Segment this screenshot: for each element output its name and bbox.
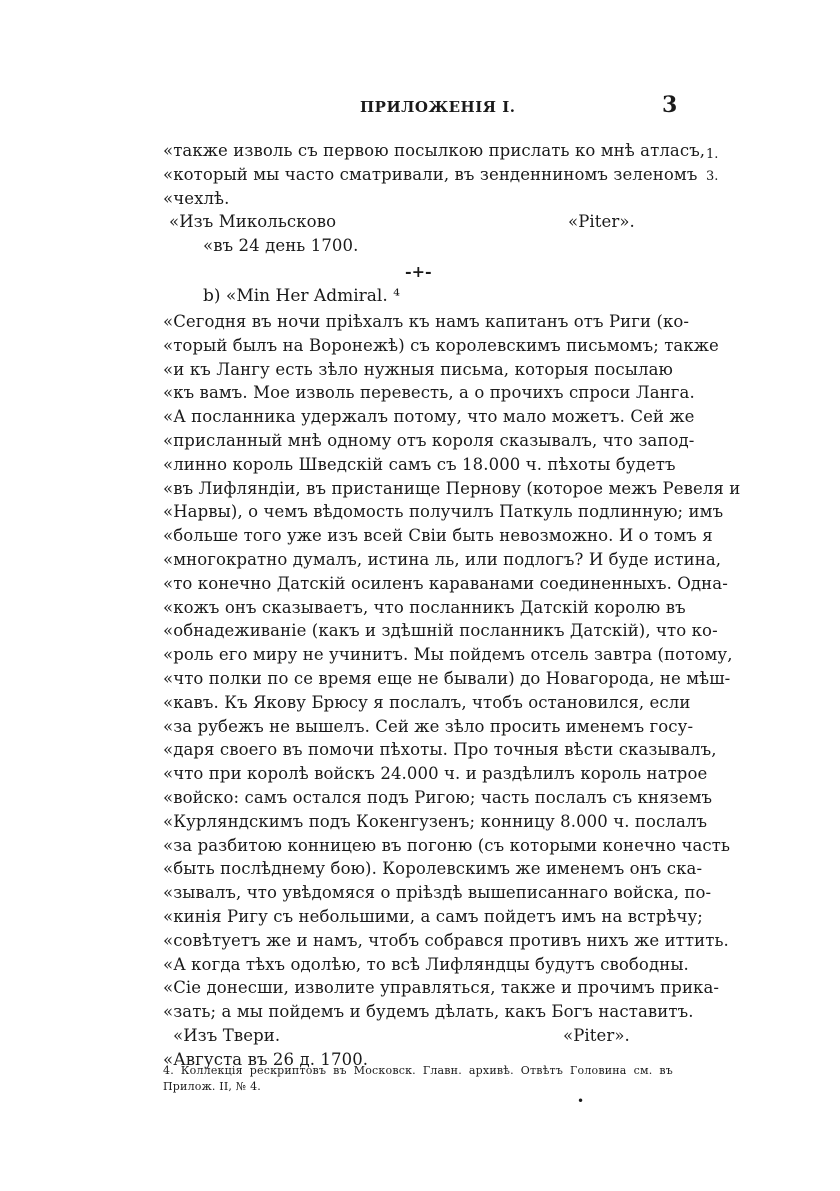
text-line: «торый былъ на Воронежѣ) съ королевскимъ письмомъ; также <box>163 335 719 355</box>
letter-a-place: «Изъ Микольсково <box>169 212 337 232</box>
text-line: «А когда тѣхъ одолѣю, то всѣ Лифляндцы будутъ свободны. <box>163 954 689 974</box>
text-line: «войско: самъ остался подъ Ригою; часть послалъ съ княземъ <box>163 787 713 807</box>
text-line: «линно король Шведскій самъ съ 18.000 ч. пѣхоты будетъ <box>163 454 676 474</box>
text-line: «Сегодня въ ночи пріѣхалъ къ намъ капитанъ отъ Риги (ко- <box>163 312 690 331</box>
text-line: «кинія Ригу съ небольшими, а самъ пойдетъ имъ на встрѣчу; <box>163 906 703 926</box>
footnote-line: 4. Коллекція рескриптовъ въ Московск. Главн. архивѣ. Отвѣтъ Головина см. въ <box>163 1064 673 1077</box>
text-line: «кожъ онъ сказываетъ, что посланникъ Датскій королю въ <box>163 597 686 617</box>
section-separator: -+- <box>405 262 432 281</box>
letter-a <box>163 141 706 260</box>
text-line: «то конечно Датскій осиленъ караванами соединенныхъ. Одна- <box>163 573 728 593</box>
text-line: «кавъ. Къ Якову Брюсу я послалъ, чтобъ остановился, если <box>163 692 691 712</box>
page-mark: • <box>577 1094 585 1108</box>
margin-notes <box>706 144 718 188</box>
text-line: «который мы часто сматривали, въ зенденниномъ зеленомъ <box>163 164 698 184</box>
letter-b-signature: «Piter». <box>563 1025 630 1045</box>
text-line: «также изволь съ первою посылкою прислать ко мнѣ атласъ, <box>163 141 706 160</box>
text-line: «присланный мнѣ одному отъ короля сказывалъ, что запод- <box>163 430 695 450</box>
text-line: «обнадеживаніе (какъ и здѣшній посланникъ Датскій), что ко- <box>163 621 718 641</box>
text-line: «Курляндскимъ подъ Кокенгузенъ; конницу 8.000 ч. послалъ <box>163 811 708 831</box>
text-line: «что при королѣ войскъ 24.000 ч. и раздѣлилъ король натрое <box>163 764 708 784</box>
text-line: «больше того уже изъ всей Свіи быть невозможно. И о томъ я <box>163 526 713 546</box>
margin-note: 1. <box>706 147 719 162</box>
text-line: «чехлѣ. <box>163 188 230 208</box>
letter-a-date: «въ 24 день 1700. <box>203 236 359 256</box>
letter-a-date-row <box>163 236 673 260</box>
footnote <box>163 1063 673 1095</box>
text-line: «къ вамъ. Мое изволь перевесть, а о прочихъ спроси Ланга. <box>163 383 695 403</box>
letter-b-body <box>163 312 741 1074</box>
text-line: «зать; а мы пойдемъ и будемъ дѣлать, какъ Богъ наставитъ. <box>163 1002 694 1022</box>
text-line: «за разбитою конницею въ погоню (съ которыми конечно часть <box>163 835 731 855</box>
text-line: «и къ Лангу есть зѣло нужныя письма, которыя посылаю <box>163 359 673 379</box>
letter-a-closing <box>163 212 673 236</box>
letter-b-place: «Изъ Твери. <box>173 1025 281 1045</box>
text-line: «зывалъ, что увѣдомяся о пріѣздѣ вышеписаннаго войска, по- <box>163 883 712 903</box>
margin-note: 3. <box>706 169 719 184</box>
text-line: «совѣтуетъ же и намъ, чтобъ собрався противъ нихъ же иттить. <box>163 930 729 950</box>
letter-b-heading: b) «Min Her Admiral. ⁴ <box>203 286 400 306</box>
footnote-line: Прилож. II, № 4. <box>163 1080 261 1093</box>
text-line: «роль его миру не учинитъ. Мы пойдемъ отсель завтра (потому, <box>163 645 733 665</box>
letter-b-date: «Августа въ 26 д. 1700. <box>163 1049 369 1069</box>
letter-a-signature: «Piter». <box>568 212 635 232</box>
text-line: «въ Лифляндіи, въ пристанище Пернову (которое межъ Ревеля и <box>163 478 741 498</box>
text-line: «многократно думалъ, истина ль, или подлогъ? И буде истина, <box>163 549 722 569</box>
text-line: «Сіе донесши, изволите управляться, также и прочимъ прика- <box>163 978 720 998</box>
text-line: «Нарвы), о чемъ вѣдомость получилъ Паткуль подлинную; имъ <box>163 502 724 522</box>
text-line: «даря своего въ помочи пѣхоты. Про точныя вѣсти сказывалъ, <box>163 740 717 760</box>
running-title: ПРИЛОЖЕНІЯ I. <box>360 98 516 116</box>
letter-b-closing <box>163 1026 673 1050</box>
text-line: «за рубежъ не вышелъ. Сей же зѣло просить именемъ госу- <box>163 716 694 736</box>
text-line: «что полки по се время еще не бывали) до Новагорода, не мѣш- <box>163 668 731 688</box>
page-number: 3 <box>662 92 678 118</box>
text-line: «А посланника удержалъ потому, что мало можетъ. Сей же <box>163 407 695 427</box>
text-line: «быть послѣднему бою). Королевскимъ же именемъ онъ ска- <box>163 859 703 879</box>
